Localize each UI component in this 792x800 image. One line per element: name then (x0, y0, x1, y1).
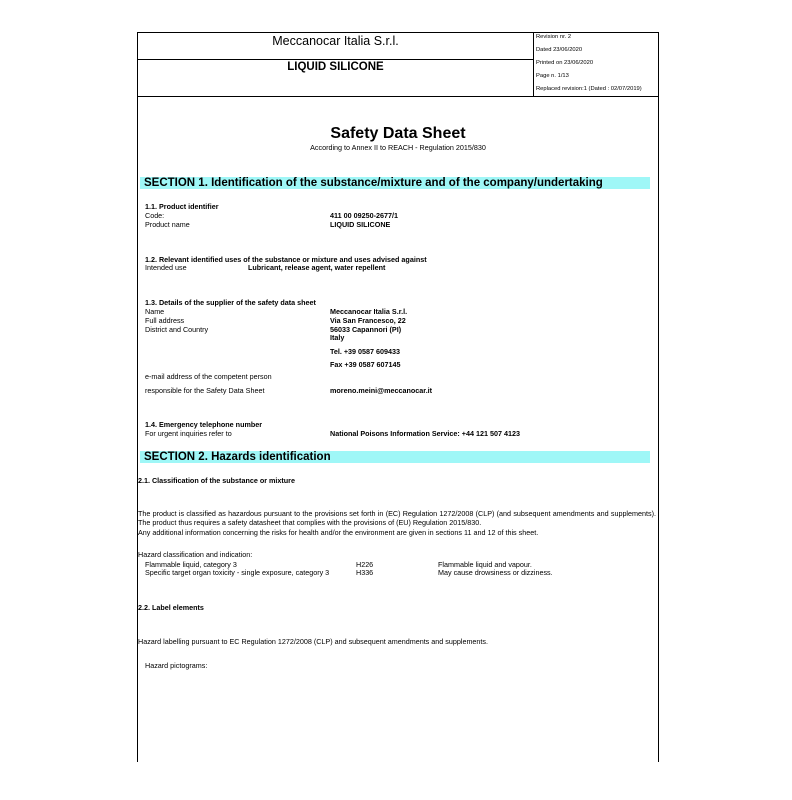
classification-heading: Hazard classification and indication: (138, 550, 253, 559)
hazard-class: Flammable liquid, category 3 (145, 560, 237, 569)
hazard-class: Specific target organ toxicity - single exposure, category 3 (145, 568, 330, 577)
hazard-description: May cause drowsiness or dizziness. (438, 568, 553, 577)
hazard-description: Flammable liquid and vapour. (438, 560, 532, 569)
address-label: Full address (145, 316, 185, 325)
hazard-code: H336 (356, 568, 374, 577)
section1-title: SECTION 1. Identification of the substance/mixture and of the company/undertaking (144, 177, 603, 189)
s21-heading: 2.1. Classification of the substance or mixture (138, 476, 295, 485)
email-label-line1: e-mail address of the competent person (145, 372, 272, 381)
page-number: Page n. 1/13 (536, 73, 569, 79)
telephone: Tel. +39 0587 609433 (330, 347, 401, 356)
country-value: Italy (330, 333, 345, 342)
document-title: Safety Data Sheet (330, 125, 466, 142)
supplier-name-value: Meccanocar Italia S.r.l. (330, 307, 408, 316)
pictograms-label: Hazard pictograms: (145, 661, 208, 670)
email-label-line2: responsible for the Safety Data Sheet (145, 386, 265, 395)
emergency-label: For urgent inquiries refer to (145, 429, 232, 438)
intended-use-value: Lubricant, release agent, water repellent (248, 263, 386, 272)
company-name: Meccanocar Italia S.r.l. (272, 34, 399, 48)
section2-title: SECTION 2. Hazards identification (144, 451, 331, 463)
additional-info: Any additional information concerning the risks for health and/or the environment are given in sections 11 and 12 of this sheet. (138, 528, 539, 537)
header-bottom-line (137, 96, 659, 97)
replaced-revision: Replaced revision:1 (Dated : 02/07/2019) (536, 86, 642, 92)
s14-heading: 1.4. Emergency telephone number (145, 420, 263, 429)
district-value: 56033 Capannori (PI) (330, 325, 402, 334)
product-name-label: Product name (145, 220, 190, 229)
revision-number: Revision nr. 2 (536, 34, 572, 40)
product-header: LIQUID SILICONE (287, 61, 384, 73)
emergency-value: National Poisons Information Service: +44 121 507 4123 (330, 429, 520, 438)
s11-heading: 1.1. Product identifier (145, 202, 219, 211)
classification-paragraph: The product is classified as hazardous pursuant to the provisions set forth in (EC) Regulation 1272/2008 (CLP) (and subsequent amendments and supplements). The product thus requires a safety datasheet that complies with the provisions of (EU) Regulation 2015/830. (138, 509, 656, 527)
dated: Dated 23/06/2020 (536, 47, 583, 53)
header-divider (137, 59, 534, 60)
address-value: Via San Francesco, 22 (330, 316, 406, 325)
printed-on: Printed on 23/06/2020 (536, 60, 594, 66)
s22-heading: 2.2. Label elements (138, 603, 204, 612)
labelling-statement: Hazard labelling pursuant to EC Regulation 1272/2008 (CLP) and subsequent amendments and supplements. (138, 637, 489, 646)
code-value: 411 00 09250-2677/1 (330, 211, 398, 220)
intended-use-label: Intended use (145, 263, 187, 272)
code-label: Code: (145, 211, 165, 220)
email-value[interactable]: moreno.meini@meccanocar.it (330, 386, 433, 395)
document-subtitle: According to Annex II to REACH - Regulation 2015/830 (310, 143, 486, 152)
district-label: District and Country (145, 325, 209, 334)
s12-heading: 1.2. Relevant identified uses of the substance or mixture and uses advised against (145, 255, 427, 264)
supplier-name-label: Name (145, 307, 165, 316)
product-name-value: LIQUID SILICONE (330, 220, 391, 229)
s13-heading: 1.3. Details of the supplier of the safety data sheet (145, 298, 316, 307)
hazard-code: H226 (356, 560, 374, 569)
fax: Fax +39 0587 607145 (330, 360, 401, 369)
header-vertical-line (533, 32, 534, 97)
